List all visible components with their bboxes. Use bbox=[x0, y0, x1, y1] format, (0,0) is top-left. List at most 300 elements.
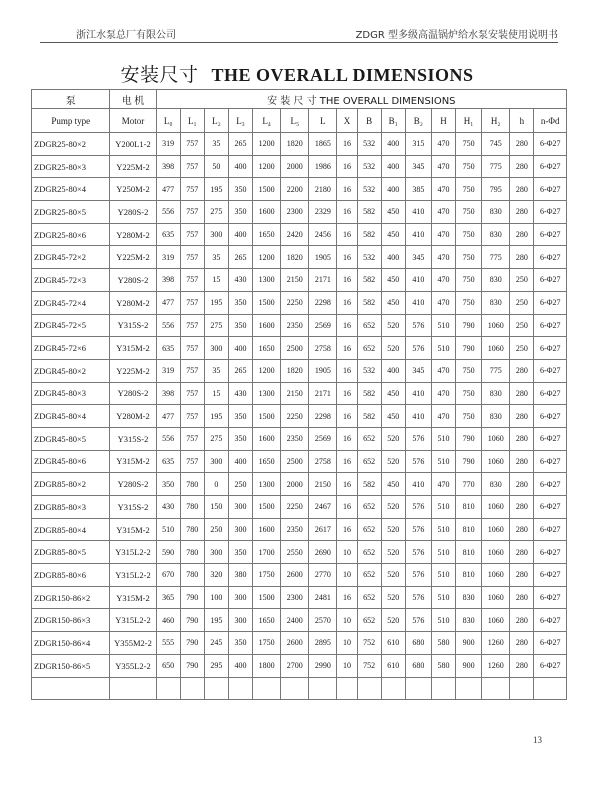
dimension-cell: 470 bbox=[431, 178, 455, 201]
column-header: B₁ bbox=[381, 109, 405, 133]
dimension-cell: 350 bbox=[228, 201, 252, 224]
dimension-cell: 1060 bbox=[482, 337, 510, 360]
pump-group-header: 泵 bbox=[32, 90, 110, 109]
dimension-cell: 430 bbox=[228, 269, 252, 292]
dimension-cell: 750 bbox=[456, 155, 482, 178]
dimension-cell: 830 bbox=[482, 473, 510, 496]
page-title-en: THE OVERALL DIMENSIONS bbox=[211, 65, 474, 85]
dimension-cell: 16 bbox=[337, 427, 357, 450]
dimension-cell: 680 bbox=[405, 654, 431, 677]
dimension-cell: 477 bbox=[156, 291, 180, 314]
dimension-cell: 1600 bbox=[253, 518, 281, 541]
dimension-cell: 830 bbox=[482, 291, 510, 314]
motor-cell: Y225M-2 bbox=[110, 359, 156, 382]
dimension-cell: 350 bbox=[228, 427, 252, 450]
empty-cell bbox=[534, 677, 567, 699]
empty-cell bbox=[180, 677, 204, 699]
dimension-cell: 2420 bbox=[281, 223, 309, 246]
dimension-cell: 100 bbox=[204, 586, 228, 609]
dimension-cell: 195 bbox=[204, 291, 228, 314]
column-header: B₂ bbox=[405, 109, 431, 133]
dimension-cell: 556 bbox=[156, 314, 180, 337]
dimension-cell: 6-Φ27 bbox=[534, 291, 567, 314]
dimension-cell: 6-Φ27 bbox=[534, 473, 567, 496]
dimension-cell: 2298 bbox=[309, 405, 337, 428]
empty-cell bbox=[337, 677, 357, 699]
dimension-cell: 2350 bbox=[281, 314, 309, 337]
dimension-cell: 10 bbox=[337, 632, 357, 655]
dimension-cell: 315 bbox=[405, 133, 431, 156]
dimension-cell: 280 bbox=[510, 541, 534, 564]
dimension-cell: 652 bbox=[357, 541, 381, 564]
dimension-cell: 745 bbox=[482, 133, 510, 156]
dimension-cell: 470 bbox=[431, 382, 455, 405]
dimension-cell: 1060 bbox=[482, 609, 510, 632]
dimension-cell: 580 bbox=[431, 632, 455, 655]
dimension-cell: 610 bbox=[381, 632, 405, 655]
dimension-cell: 430 bbox=[156, 496, 180, 519]
pump-type-cell: ZDGR85-80×6 bbox=[32, 564, 110, 587]
dimension-cell: 250 bbox=[204, 518, 228, 541]
dimension-cell: 6-Φ27 bbox=[534, 405, 567, 428]
dimension-cell: 2895 bbox=[309, 632, 337, 655]
column-header: Pump type bbox=[32, 109, 110, 133]
pump-type-cell: ZDGR45-80×2 bbox=[32, 359, 110, 382]
dimension-cell: 2500 bbox=[281, 450, 309, 473]
pump-type-cell: ZDGR25-80×4 bbox=[32, 178, 110, 201]
pump-type-cell: ZDGR25-80×5 bbox=[32, 201, 110, 224]
dimension-cell: 470 bbox=[431, 291, 455, 314]
dimension-cell: 1820 bbox=[281, 246, 309, 269]
dimension-cell: 610 bbox=[381, 654, 405, 677]
dimension-cell: 1300 bbox=[253, 269, 281, 292]
dimension-cell: 400 bbox=[228, 337, 252, 360]
dimension-cell: 576 bbox=[405, 586, 431, 609]
dimension-cell: 460 bbox=[156, 609, 180, 632]
dimension-cell: 750 bbox=[456, 178, 482, 201]
dimension-cell: 6-Φ27 bbox=[534, 359, 567, 382]
dimension-cell: 757 bbox=[180, 223, 204, 246]
empty-cell bbox=[456, 677, 482, 699]
dimension-cell: 35 bbox=[204, 359, 228, 382]
dimension-cell: 345 bbox=[405, 359, 431, 382]
dimension-cell: 2000 bbox=[281, 155, 309, 178]
motor-group-header: 电 机 bbox=[110, 90, 156, 109]
dimension-cell: 652 bbox=[357, 427, 381, 450]
dimension-cell: 757 bbox=[180, 427, 204, 450]
motor-cell: Y280S-2 bbox=[110, 201, 156, 224]
dimension-cell: 1200 bbox=[253, 155, 281, 178]
dimension-cell: 1200 bbox=[253, 133, 281, 156]
dimension-cell: 757 bbox=[180, 359, 204, 382]
dimension-cell: 830 bbox=[456, 586, 482, 609]
dimension-cell: 477 bbox=[156, 178, 180, 201]
empty-cell bbox=[281, 677, 309, 699]
dimension-cell: 195 bbox=[204, 405, 228, 428]
dimension-cell: 1750 bbox=[253, 632, 281, 655]
pump-type-cell: ZDGR25-80×2 bbox=[32, 133, 110, 156]
dimension-cell: 450 bbox=[381, 405, 405, 428]
dimension-cell: 350 bbox=[156, 473, 180, 496]
pump-type-cell: ZDGR45-72×5 bbox=[32, 314, 110, 337]
dimension-cell: 576 bbox=[405, 427, 431, 450]
dimension-cell: 590 bbox=[156, 541, 180, 564]
column-header: H bbox=[431, 109, 455, 133]
dimension-cell: 576 bbox=[405, 496, 431, 519]
dimension-cell: 582 bbox=[357, 269, 381, 292]
dimension-cell: 2700 bbox=[281, 654, 309, 677]
dimension-cell: 2500 bbox=[281, 337, 309, 360]
dimension-cell: 750 bbox=[456, 269, 482, 292]
dimension-cell: 582 bbox=[357, 405, 381, 428]
dimension-cell: 510 bbox=[431, 496, 455, 519]
dimension-cell: 520 bbox=[381, 564, 405, 587]
dimension-cell: 2990 bbox=[309, 654, 337, 677]
dimension-cell: 2600 bbox=[281, 564, 309, 587]
column-header: B bbox=[357, 109, 381, 133]
dimension-cell: 635 bbox=[156, 337, 180, 360]
dimension-cell: 532 bbox=[357, 178, 381, 201]
column-header: L₂ bbox=[204, 109, 228, 133]
dimension-cell: 16 bbox=[337, 359, 357, 382]
dimension-cell: 576 bbox=[405, 450, 431, 473]
dimension-cell: 280 bbox=[510, 178, 534, 201]
empty-cell bbox=[510, 677, 534, 699]
dimension-cell: 770 bbox=[456, 473, 482, 496]
dimension-cell: 1650 bbox=[253, 337, 281, 360]
dimension-cell: 775 bbox=[482, 359, 510, 382]
dimension-cell: 2150 bbox=[281, 382, 309, 405]
dimension-cell: 6-Φ27 bbox=[534, 178, 567, 201]
column-header: n-Φd bbox=[534, 109, 567, 133]
dimension-cell: 582 bbox=[357, 473, 381, 496]
motor-cell: Y315M-2 bbox=[110, 586, 156, 609]
dimension-cell: 1750 bbox=[253, 564, 281, 587]
motor-cell: Y280M-2 bbox=[110, 405, 156, 428]
dimension-cell: 470 bbox=[431, 269, 455, 292]
pump-type-cell: ZDGR45-72×6 bbox=[32, 337, 110, 360]
dimension-cell: 280 bbox=[510, 473, 534, 496]
column-header-row bbox=[32, 109, 567, 133]
dimension-cell: 400 bbox=[381, 133, 405, 156]
dimension-cell: 757 bbox=[180, 155, 204, 178]
empty-cell bbox=[156, 677, 180, 699]
motor-cell: Y355M2-2 bbox=[110, 632, 156, 655]
dimension-cell: 1200 bbox=[253, 246, 281, 269]
pump-type-cell: ZDGR150-86×4 bbox=[32, 632, 110, 655]
page-title bbox=[0, 60, 594, 87]
dimension-cell: 790 bbox=[180, 586, 204, 609]
dimension-cell: 10 bbox=[337, 541, 357, 564]
dimension-cell: 380 bbox=[228, 564, 252, 587]
dimension-cell: 576 bbox=[405, 541, 431, 564]
dimension-cell: 757 bbox=[180, 133, 204, 156]
dimension-cell: 752 bbox=[357, 654, 381, 677]
dimension-cell: 350 bbox=[228, 291, 252, 314]
dimension-cell: 345 bbox=[405, 246, 431, 269]
empty-cell bbox=[204, 677, 228, 699]
dimension-cell: 16 bbox=[337, 178, 357, 201]
motor-cell: Y280S-2 bbox=[110, 269, 156, 292]
dimension-cell: 757 bbox=[180, 450, 204, 473]
dimension-cell: 245 bbox=[204, 632, 228, 655]
dimension-cell: 532 bbox=[357, 359, 381, 382]
table-body bbox=[32, 133, 567, 700]
dimension-cell: 510 bbox=[431, 541, 455, 564]
dimension-cell: 300 bbox=[228, 518, 252, 541]
pump-type-cell: ZDGR150-86×3 bbox=[32, 609, 110, 632]
dimension-cell: 810 bbox=[456, 496, 482, 519]
dimension-cell: 652 bbox=[357, 609, 381, 632]
dimension-cell: 1905 bbox=[309, 359, 337, 382]
dimension-cell: 830 bbox=[456, 609, 482, 632]
dimension-cell: 6-Φ27 bbox=[534, 246, 567, 269]
dimension-cell: 6-Φ27 bbox=[534, 155, 567, 178]
table-row bbox=[32, 201, 567, 224]
dimension-cell: 2180 bbox=[309, 178, 337, 201]
table-row bbox=[32, 518, 567, 541]
pump-type-cell: ZDGR45-80×4 bbox=[32, 405, 110, 428]
dimension-cell: 398 bbox=[156, 382, 180, 405]
dimension-cell: 265 bbox=[228, 359, 252, 382]
dimension-cell: 280 bbox=[510, 382, 534, 405]
dimension-cell: 400 bbox=[228, 450, 252, 473]
pump-type-cell: ZDGR45-80×6 bbox=[32, 450, 110, 473]
dimension-cell: 750 bbox=[456, 133, 482, 156]
dimension-cell: 582 bbox=[357, 223, 381, 246]
dimension-cell: 6-Φ27 bbox=[534, 223, 567, 246]
dimension-cell: 280 bbox=[510, 450, 534, 473]
dimension-cell: 757 bbox=[180, 246, 204, 269]
dimension-cell: 750 bbox=[456, 201, 482, 224]
dimension-cell: 16 bbox=[337, 246, 357, 269]
dimension-cell: 790 bbox=[456, 314, 482, 337]
dimension-cell: 830 bbox=[482, 269, 510, 292]
dimension-cell: 470 bbox=[431, 201, 455, 224]
dimension-cell: 652 bbox=[357, 496, 381, 519]
table-row bbox=[32, 269, 567, 292]
column-header: L₄ bbox=[253, 109, 281, 133]
dimension-cell: 300 bbox=[228, 496, 252, 519]
dimension-cell: 510 bbox=[431, 609, 455, 632]
dimension-cell: 2300 bbox=[281, 586, 309, 609]
motor-cell: Y280M-2 bbox=[110, 223, 156, 246]
dimension-cell: 1300 bbox=[253, 382, 281, 405]
dimensions-table bbox=[31, 89, 567, 700]
motor-cell: Y250M-2 bbox=[110, 178, 156, 201]
dimension-cell: 1500 bbox=[253, 496, 281, 519]
table-row bbox=[32, 541, 567, 564]
dimension-cell: 752 bbox=[357, 632, 381, 655]
dimension-cell: 520 bbox=[381, 337, 405, 360]
dimension-cell: 555 bbox=[156, 632, 180, 655]
dimension-cell: 16 bbox=[337, 405, 357, 428]
dimension-cell: 16 bbox=[337, 586, 357, 609]
dimension-cell: 757 bbox=[180, 201, 204, 224]
motor-cell: Y315L2-2 bbox=[110, 609, 156, 632]
dimension-cell: 1820 bbox=[281, 133, 309, 156]
dimension-cell: 652 bbox=[357, 314, 381, 337]
dimension-cell: 280 bbox=[510, 223, 534, 246]
company-name: 浙江水泵总厂有限公司 bbox=[76, 30, 176, 41]
table-row bbox=[32, 178, 567, 201]
dimensions-group-header: 安 装 尺 寸 THE OVERALL DIMENSIONS bbox=[156, 90, 566, 109]
dimension-cell: 2690 bbox=[309, 541, 337, 564]
dimension-cell: 195 bbox=[204, 178, 228, 201]
dimension-cell: 1060 bbox=[482, 314, 510, 337]
dimension-cell: 1800 bbox=[253, 654, 281, 677]
dimension-cell: 6-Φ27 bbox=[534, 337, 567, 360]
empty-cell bbox=[110, 677, 156, 699]
column-header: X bbox=[337, 109, 357, 133]
table-row bbox=[32, 450, 567, 473]
dimension-cell: 16 bbox=[337, 382, 357, 405]
column-header: L₁ bbox=[180, 109, 204, 133]
pump-type-cell: ZDGR45-80×5 bbox=[32, 427, 110, 450]
dimension-cell: 1600 bbox=[253, 201, 281, 224]
dimension-cell: 1060 bbox=[482, 586, 510, 609]
dimension-cell: 6-Φ27 bbox=[534, 450, 567, 473]
dimension-cell: 470 bbox=[431, 155, 455, 178]
dimension-cell: 280 bbox=[510, 654, 534, 677]
motor-cell: Y200L1-2 bbox=[110, 133, 156, 156]
dimension-cell: 250 bbox=[510, 269, 534, 292]
header-rule bbox=[40, 42, 558, 43]
dimension-cell: 350 bbox=[228, 632, 252, 655]
dimension-cell: 300 bbox=[228, 586, 252, 609]
empty-cell bbox=[253, 677, 281, 699]
pump-type-cell: ZDGR85-80×3 bbox=[32, 496, 110, 519]
dimension-cell: 16 bbox=[337, 450, 357, 473]
dimension-cell: 1865 bbox=[309, 133, 337, 156]
empty-cell bbox=[309, 677, 337, 699]
motor-cell: Y315L2-2 bbox=[110, 541, 156, 564]
dimension-cell: 470 bbox=[431, 405, 455, 428]
dimension-cell: 652 bbox=[357, 586, 381, 609]
dimension-cell: 680 bbox=[405, 632, 431, 655]
dimension-cell: 1060 bbox=[482, 450, 510, 473]
dimension-cell: 410 bbox=[405, 405, 431, 428]
dimension-cell: 2550 bbox=[281, 541, 309, 564]
dimension-cell: 400 bbox=[228, 654, 252, 677]
dimension-cell: 1060 bbox=[482, 541, 510, 564]
dimension-cell: 2171 bbox=[309, 382, 337, 405]
dimension-cell: 280 bbox=[510, 246, 534, 269]
dimension-cell: 350 bbox=[228, 405, 252, 428]
column-header: L₀ bbox=[156, 109, 180, 133]
dimension-cell: 2200 bbox=[281, 178, 309, 201]
dimension-cell: 320 bbox=[204, 564, 228, 587]
dimension-cell: 520 bbox=[381, 518, 405, 541]
dimension-cell: 1600 bbox=[253, 314, 281, 337]
dimension-cell: 398 bbox=[156, 155, 180, 178]
dimension-cell: 300 bbox=[204, 450, 228, 473]
pump-type-cell: ZDGR150-86×2 bbox=[32, 586, 110, 609]
dimension-cell: 16 bbox=[337, 291, 357, 314]
dimension-cell: 319 bbox=[156, 246, 180, 269]
dimension-cell: 10 bbox=[337, 609, 357, 632]
dimension-cell: 780 bbox=[180, 518, 204, 541]
dimension-cell: 6-Φ27 bbox=[534, 496, 567, 519]
dimension-cell: 280 bbox=[510, 496, 534, 519]
dimension-cell: 410 bbox=[405, 382, 431, 405]
dimension-cell: 520 bbox=[381, 609, 405, 632]
table-row bbox=[32, 291, 567, 314]
dimension-cell: 2250 bbox=[281, 291, 309, 314]
dimension-cell: 16 bbox=[337, 518, 357, 541]
dimension-cell: 1500 bbox=[253, 586, 281, 609]
dimension-cell: 2298 bbox=[309, 291, 337, 314]
dimension-cell: 510 bbox=[431, 518, 455, 541]
dimension-cell: 580 bbox=[431, 654, 455, 677]
dimension-cell: 6-Φ27 bbox=[534, 564, 567, 587]
dimension-cell: 2600 bbox=[281, 632, 309, 655]
dimension-cell: 1260 bbox=[482, 654, 510, 677]
dimension-cell: 470 bbox=[431, 133, 455, 156]
dimension-cell: 275 bbox=[204, 201, 228, 224]
dimension-cell: 510 bbox=[431, 450, 455, 473]
dimension-cell: 35 bbox=[204, 246, 228, 269]
dimension-cell: 410 bbox=[405, 473, 431, 496]
dimension-cell: 250 bbox=[510, 337, 534, 360]
table-row bbox=[32, 496, 567, 519]
dimension-cell: 6-Φ27 bbox=[534, 654, 567, 677]
table-row bbox=[32, 359, 567, 382]
dimension-cell: 300 bbox=[204, 337, 228, 360]
column-header: L bbox=[309, 109, 337, 133]
dimension-cell: 830 bbox=[482, 382, 510, 405]
empty-cell bbox=[482, 677, 510, 699]
table-row bbox=[32, 632, 567, 655]
dimension-cell: 280 bbox=[510, 518, 534, 541]
group-header-row bbox=[32, 90, 567, 109]
pump-type-cell: ZDGR25-80×6 bbox=[32, 223, 110, 246]
dimension-cell: 510 bbox=[431, 564, 455, 587]
dimension-cell: 250 bbox=[510, 314, 534, 337]
dimension-cell: 2617 bbox=[309, 518, 337, 541]
dimension-cell: 345 bbox=[405, 155, 431, 178]
motor-cell: Y315S-2 bbox=[110, 314, 156, 337]
dimension-cell: 652 bbox=[357, 518, 381, 541]
dimension-cell: 1060 bbox=[482, 427, 510, 450]
dimension-cell: 1700 bbox=[253, 541, 281, 564]
dimension-cell: 250 bbox=[510, 291, 534, 314]
dimension-cell: 280 bbox=[510, 632, 534, 655]
motor-cell: Y225M-2 bbox=[110, 246, 156, 269]
dimension-cell: 280 bbox=[510, 405, 534, 428]
dimension-cell: 16 bbox=[337, 201, 357, 224]
dimension-cell: 510 bbox=[431, 314, 455, 337]
empty-cell bbox=[381, 677, 405, 699]
dimension-cell: 300 bbox=[204, 223, 228, 246]
dimension-cell: 450 bbox=[381, 473, 405, 496]
dimension-cell: 520 bbox=[381, 496, 405, 519]
motor-cell: Y280M-2 bbox=[110, 291, 156, 314]
table-row bbox=[32, 473, 567, 496]
dimension-cell: 250 bbox=[228, 473, 252, 496]
dimension-cell: 2300 bbox=[281, 201, 309, 224]
motor-cell: Y315L2-2 bbox=[110, 564, 156, 587]
dimension-cell: 2000 bbox=[281, 473, 309, 496]
dimension-cell: 275 bbox=[204, 427, 228, 450]
dimension-cell: 576 bbox=[405, 609, 431, 632]
dimension-cell: 450 bbox=[381, 223, 405, 246]
dimension-cell: 2250 bbox=[281, 496, 309, 519]
pump-type-cell: ZDGR25-80×3 bbox=[32, 155, 110, 178]
column-header: L₅ bbox=[281, 109, 309, 133]
dimension-cell: 280 bbox=[510, 564, 534, 587]
dimension-cell: 790 bbox=[456, 337, 482, 360]
